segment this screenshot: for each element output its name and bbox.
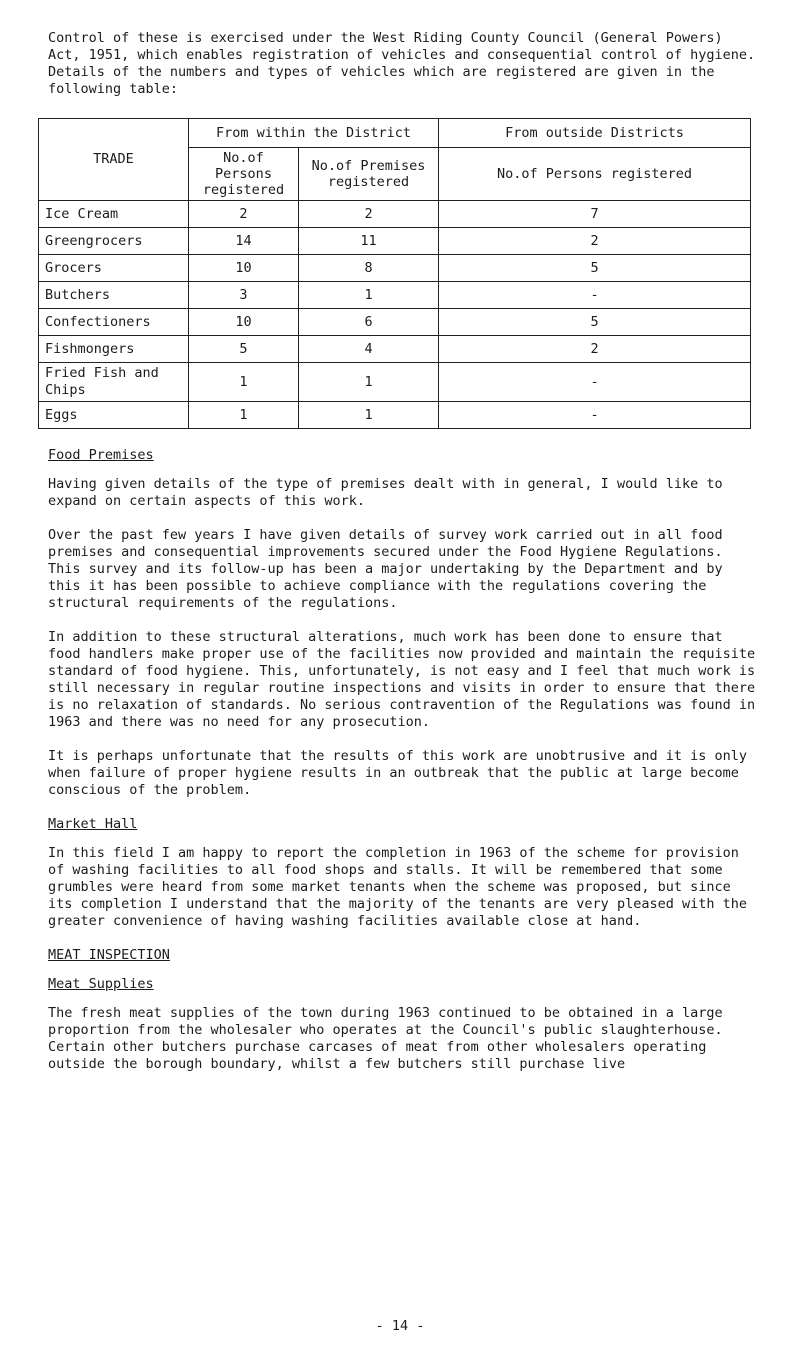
premises-registered-header: No.of Premises registered (299, 148, 439, 201)
food-premises-paragraph-1: Having given details of the type of premises dealt with in general, I would like to expand on certain aspects of this work. (48, 476, 723, 509)
trade-cell: Confectioners (39, 309, 189, 336)
document-page (45, 30, 760, 1090)
table-row (39, 282, 751, 309)
premises-cell: 8 (299, 255, 439, 282)
table-row (39, 402, 751, 429)
meat-supplies-subheading: Meat Supplies (48, 976, 154, 992)
trade-cell: Grocers (39, 255, 189, 282)
outside-cell: 5 (439, 255, 751, 282)
market-hall-heading: Market Hall (48, 816, 138, 832)
table-row (39, 201, 751, 228)
persons-cell: 10 (189, 255, 299, 282)
outside-cell: - (439, 402, 751, 429)
table-row (39, 363, 751, 402)
meat-inspection-heading: MEAT INSPECTION (48, 947, 170, 963)
premises-cell: 11 (299, 228, 439, 255)
trade-cell: Butchers (39, 282, 189, 309)
persons-cell: 2 (189, 201, 299, 228)
premises-cell: 6 (299, 309, 439, 336)
food-premises-heading: Food Premises (48, 447, 154, 463)
premises-cell: 4 (299, 336, 439, 363)
page-number: - 14 - (375, 1318, 425, 1334)
premises-cell: 1 (299, 363, 439, 402)
vehicle-registration-table (38, 118, 751, 429)
trade-header: TRADE (39, 119, 189, 201)
table-row (39, 255, 751, 282)
premises-cell: 1 (299, 402, 439, 429)
table-row (39, 228, 751, 255)
persons-cell: 1 (189, 363, 299, 402)
food-premises-paragraph-3: In addition to these structural alterations, much work has been done to ensure that food handlers make proper use of the facilities now provided and maintain the requisite standard of food hygiene. This, unfortunately, is not easy and I feel that much work is still necessary in regular routine inspections and visits in order to ensure that there is no relaxation of standards. No serious contravention of the Regulations was found in 1963 and there was no need for any prosecution. (48, 629, 756, 730)
outside-cell: 5 (439, 309, 751, 336)
market-hall-paragraph: In this field I am happy to report the completion in 1963 of the scheme for provision of washing facilities to all food shops and stalls. It will be remembered that some grumbles were heard from some market tenants when the scheme was proposed, but since its completion I understand that the majority of the tenants are very pleased with the greater convenience of having washing facilities available close at hand. (48, 845, 747, 929)
outside-districts-header: From outside Districts (439, 119, 751, 148)
premises-cell: 1 (299, 282, 439, 309)
trade-cell: Eggs (39, 402, 189, 429)
premises-cell: 2 (299, 201, 439, 228)
persons-cell: 5 (189, 336, 299, 363)
outside-cell: 2 (439, 336, 751, 363)
table-row (39, 309, 751, 336)
persons-cell: 10 (189, 309, 299, 336)
outside-persons-registered-header: No.of Persons registered (439, 148, 751, 201)
meat-supplies-paragraph: The fresh meat supplies of the town during 1963 continued to be obtained in a large proportion from the wholesaler who operates at the Council's public slaughterhouse. Certain other butchers purchase carcases of meat from other wholesalers operating outside the borough boundary, whilst a few butchers still purchase live (48, 1005, 723, 1072)
trade-cell: Fishmongers (39, 336, 189, 363)
persons-cell: 14 (189, 228, 299, 255)
outside-cell: 2 (439, 228, 751, 255)
table-row (39, 336, 751, 363)
trade-cell: Greengrocers (39, 228, 189, 255)
persons-registered-header: No.of Persons registered (189, 148, 299, 201)
trade-cell: Fried Fish and Chips (39, 363, 189, 402)
food-premises-paragraph-2: Over the past few years I have given details of survey work carried out in all food premises and consequential improvements secured under the Food Hygiene Regulations. This survey and its follow-up has been a major undertaking by the Department and by this it has been possible to achieve compliance with the regulations covering the structural requirements of the regulations. (48, 527, 723, 611)
persons-cell: 3 (189, 282, 299, 309)
outside-cell: 7 (439, 201, 751, 228)
trade-cell: Ice Cream (39, 201, 189, 228)
within-district-header: From within the District (189, 119, 439, 148)
intro-paragraph: Control of these is exercised under the West Riding County Council (General Powers) Act, 1951, which enables registration of vehicles and consequential control of hygiene. Details of the numbers and types of vehicles which are registered are given in the following table: (48, 30, 756, 97)
persons-cell: 1 (189, 402, 299, 429)
outside-cell: - (439, 282, 751, 309)
food-premises-paragraph-4: It is perhaps unfortunate that the results of this work are unobtrusive and it is only when failure of proper hygiene results in an outbreak that the public at large become conscious of the problem. (48, 748, 747, 798)
outside-cell: - (439, 363, 751, 402)
